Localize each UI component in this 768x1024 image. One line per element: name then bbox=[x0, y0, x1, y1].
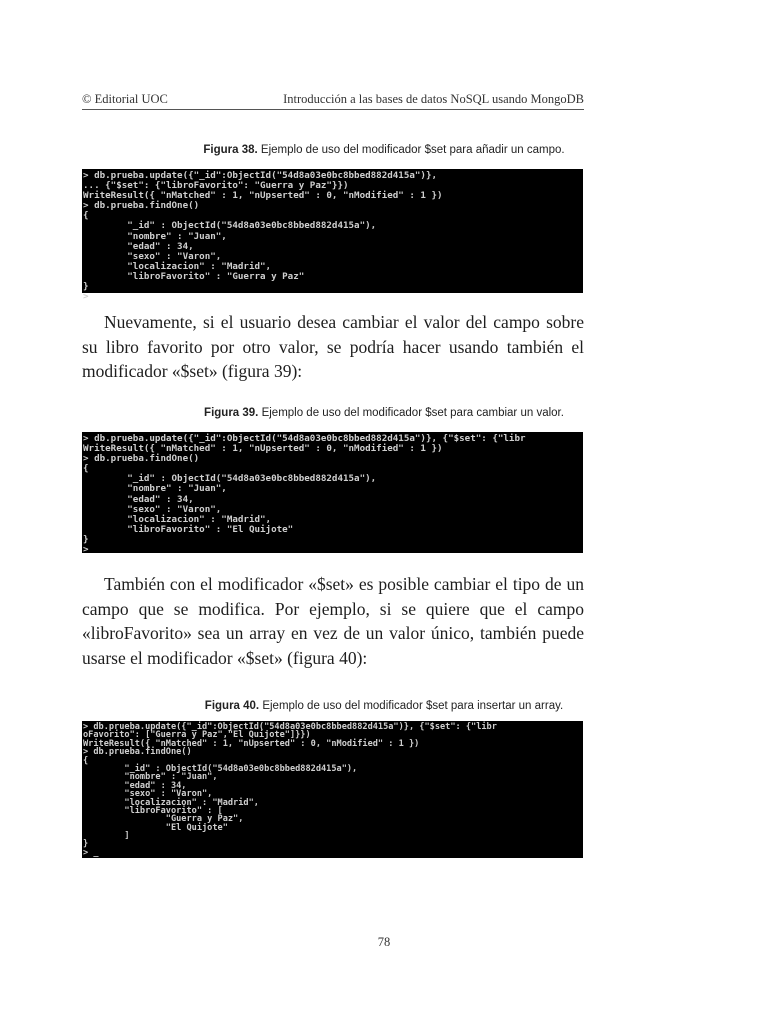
paragraph-2: También con el modificador «$set» es posible cambiar el tipo de un campo que se modifica. Por ejemplo, si se quiere que el campo «libroFavorito» sea un array en vez de un valor único, también puede usarse el modificador «$set» (figura 40): bbox=[82, 574, 584, 668]
figure-38-console bbox=[82, 169, 583, 303]
figure-40-caption-text: Ejemplo de uso del modificador $set para insertar un array. bbox=[259, 700, 564, 712]
console-line: "libroFavorito" : [ bbox=[83, 805, 223, 816]
page-number: 78 bbox=[377, 935, 391, 949]
console-line: > db.prueba.update({"_id":ObjectId("54d8a03e0bc8bbed882d415a")}, {"$set": {"libr bbox=[83, 433, 526, 444]
console-line: > db.prueba.findOne() bbox=[83, 200, 200, 212]
console-line: "nombre" : "Juan", bbox=[83, 483, 227, 495]
figure-39-caption-text: Ejemplo de uso del modificador $set para cambiar un valor. bbox=[258, 407, 564, 419]
console-line: "nombre" : "Juan", bbox=[83, 230, 227, 242]
console-line: "sexo" : "Varon", bbox=[83, 503, 222, 515]
console-line: { bbox=[83, 463, 89, 475]
console-line: "edad" : 34, bbox=[83, 780, 187, 791]
console-line: ] bbox=[83, 831, 130, 842]
header-book-title: Introducción a las bases de datos NoSQL usando MongoDB bbox=[283, 92, 584, 106]
console-line: "nombre" : "Juan", bbox=[83, 772, 218, 783]
console-line: > db.prueba.update({"_id":ObjectId("54d8a03e0bc8bbed882d415a")}, {"$set": {"libr bbox=[83, 722, 497, 732]
console-line: > db.prueba.findOne() bbox=[83, 747, 192, 758]
figure-38-caption-text: Ejemplo de uso del modificador $set para añadir un campo. bbox=[257, 144, 565, 156]
console-line: "_id" : ObjectId("54d8a03e0bc8bbed882d415a"), bbox=[83, 763, 358, 774]
figure-39-console bbox=[82, 432, 583, 556]
figure-39-caption bbox=[0, 407, 768, 419]
console-line: ... {"$set": {"libroFavorito": "Guerra y Paz"}}) bbox=[83, 180, 349, 192]
console-line: { bbox=[83, 210, 89, 222]
console-line: "sexo" : "Varon", bbox=[83, 250, 222, 262]
console-line: "localizacion" : "Madrid", bbox=[83, 513, 272, 525]
console-line: } bbox=[83, 281, 89, 293]
figure-40-console bbox=[82, 721, 583, 858]
console-line: > db.prueba.update({"_id":ObjectId("54d8a03e0bc8bbed882d415a")}, bbox=[83, 170, 438, 181]
figure-39-label: Figura 39. bbox=[204, 407, 259, 419]
paragraph-1: Nuevamente, si el usuario desea cambiar el valor del campo sobre su libro favorito por otro valor, se podría hacer usando también el modificador «$set» (figura 39): bbox=[82, 312, 584, 381]
console-line: "libroFavorito" : "El Quijote" bbox=[83, 523, 294, 535]
console-line: > bbox=[83, 544, 89, 556]
figure-38-caption bbox=[0, 144, 768, 156]
console-line: WriteResult({ "nMatched" : 1, "nUpserted" : 0, "nModified" : 1 }) bbox=[83, 190, 443, 202]
console-line: "El Quijote" bbox=[83, 822, 228, 833]
figure-40-caption bbox=[0, 700, 768, 712]
header-publisher: © Editorial UOC bbox=[82, 92, 168, 106]
console-line: oFavorito": ["Guerra y Paz","El Quijote"]}}) bbox=[83, 730, 311, 741]
console-line: "edad" : 34, bbox=[83, 493, 194, 505]
console-line: "_id" : ObjectId("54d8a03e0bc8bbed882d415a"), bbox=[83, 220, 377, 232]
console-line: > bbox=[83, 291, 89, 303]
console-line: } bbox=[83, 839, 89, 850]
console-line: > db.prueba.findOne() bbox=[83, 453, 200, 465]
console-line: "localizacion" : "Madrid", bbox=[83, 797, 259, 808]
running-header bbox=[82, 91, 584, 110]
console-line: WriteResult({ "nMatched" : 1, "nUpserted" : 0, "nModified" : 1 }) bbox=[83, 443, 443, 455]
console-line: "libroFavorito" : "Guerra y Paz" bbox=[83, 270, 305, 282]
figure-40-label: Figura 40. bbox=[204, 700, 260, 712]
console-line: { bbox=[83, 755, 89, 766]
console-line: "edad" : 34, bbox=[83, 240, 194, 252]
console-line: } bbox=[83, 533, 89, 545]
console-line: > _ bbox=[83, 847, 99, 858]
console-line: "sexo" : "Varon", bbox=[83, 789, 213, 800]
console-line: "localizacion" : "Madrid", bbox=[83, 260, 272, 272]
console-line: WriteResult({ "nMatched" : 1, "nUpserted" : 0, "nModified" : 1 }) bbox=[83, 738, 420, 749]
console-line: "Guerra y Paz", bbox=[83, 814, 244, 825]
figure-38-label: Figura 38. bbox=[203, 144, 258, 156]
console-line: "_id" : ObjectId("54d8a03e0bc8bbed882d415a"), bbox=[83, 473, 377, 485]
